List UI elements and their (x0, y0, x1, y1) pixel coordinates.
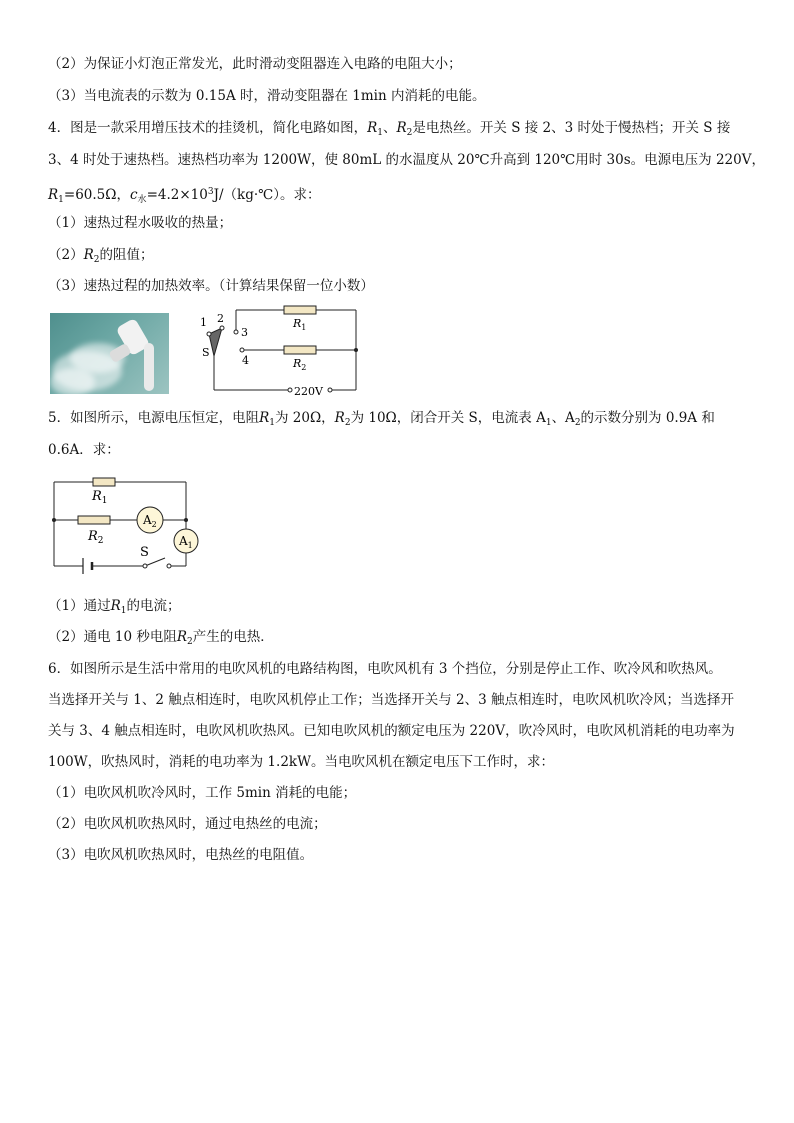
q5-intro: 5．如图所示，电源电压恒定，电阻$R_1$为 20Ω，$R_2$为 10Ω，闭合开关 S，电流表 $A_1$、$A_2$的示数分别为 0.9A 和 (48, 410, 715, 428)
label-voltage: 220V (294, 385, 323, 398)
contact-1 (207, 332, 211, 336)
resistor-r2 (78, 516, 110, 524)
q6-line2: 当选择开关与 1、2 触点相连时，电吹风机停止工作；当选择开关与 2、3 触点相连时，电吹风机吹冷风；当选择开 (48, 692, 735, 708)
terminal-right (328, 388, 332, 392)
label-s: S (140, 545, 149, 560)
q6-line4: 100W，吹热风时，消耗的电功率为 1.2kW。当电吹风机在额定电压下工作时，求： (48, 754, 554, 770)
label-r2: $R_2$ (293, 357, 307, 372)
switch-contact-right (167, 564, 171, 568)
label-r2: $R_2$ (88, 529, 104, 546)
q4-intro: 4．图是一款采用增压技术的挂烫机，简化电路如图，$R_1$、$R_2$是电热丝。开关 S 接 2、3 时处于慢热档；开关 S 接 (48, 120, 731, 138)
label-2: 2 (217, 312, 224, 325)
switch-contact-left (143, 564, 147, 568)
label-a1: $A_1$ (179, 534, 193, 550)
label-a2: $A_2$ (143, 513, 157, 529)
q6-part1: （1）电吹风机吹冷风时，工作 5min 消耗的电能； (48, 785, 357, 801)
q5-part2: （2）通电 10 秒电阻$R_2$产生的电热． (48, 629, 274, 647)
q4-part2: $(2)R_2$的阻值； (48, 247, 154, 265)
label-r1: $R_1$ (293, 317, 307, 332)
resistor-r1 (284, 306, 316, 314)
q4-part1: （1）速热过程水吸收的热量； (48, 215, 233, 231)
contact-3 (234, 330, 238, 334)
q4-line2: 3、4 时处于速热档。速热档功率为 1200W，使 80mL 的水温度从 20℃升高到 120℃用时 30s。电源电压为 220V， (48, 152, 765, 168)
q6-part2: （2）电吹风机吹热风时，通过电热丝的电流； (48, 816, 327, 832)
q3-part3: （3）当电流表的示数为 0.15A 时，滑动变阻器在 1min 内消耗的电能。 (48, 88, 486, 104)
terminal-left (288, 388, 292, 392)
label-1: 1 (200, 316, 207, 329)
q5-line2: 0.6A．求： (48, 442, 120, 458)
label-4: 4 (242, 354, 249, 367)
switch-s (209, 328, 222, 356)
junction-top (184, 518, 188, 522)
steamer-circuit-diagram (196, 298, 366, 402)
junction-right-bottom (354, 348, 358, 352)
parallel-circuit-diagram (48, 474, 208, 582)
contact-4 (240, 348, 244, 352)
q6-part3: （3）电吹风机吹热风时，电热丝的电阻值。 (48, 847, 314, 863)
steamer-photo (50, 313, 169, 394)
junction-left (52, 518, 56, 522)
label-3: 3 (241, 326, 248, 339)
label-s: S (202, 346, 210, 359)
label-r1: $R_1$ (92, 489, 108, 506)
resistor-r2 (284, 346, 316, 354)
q6-line3: 关与 3、4 触点相连时，电吹风机吹热风。已知电吹风机的额定电压为 220V，吹冷风时，电吹风机消耗的电功率为 (48, 723, 735, 739)
q4-line3: $R_1=60.5\Omega$，$c_水=4.2\times 10^3J/(kg\cdot℃)$。求： (48, 187, 321, 205)
q3-part2: （2）为保证小灯泡正常发光，此时滑动变阻器连入电路的电阻大小； (48, 56, 462, 72)
resistor-r1 (93, 478, 115, 486)
q5-part1: （1）通过$R_1$的电流； (48, 598, 181, 616)
q4-part3: （3）速热过程的加热效率。（计算结果保留一位小数） (48, 278, 374, 294)
contact-2 (220, 326, 224, 330)
q6-line1: 6．如图所示是生活中常用的电吹风机的电路结构图，电吹风机有 3 个挡位，分别是停止工作、吹冷风和吹热风。 (48, 661, 722, 677)
